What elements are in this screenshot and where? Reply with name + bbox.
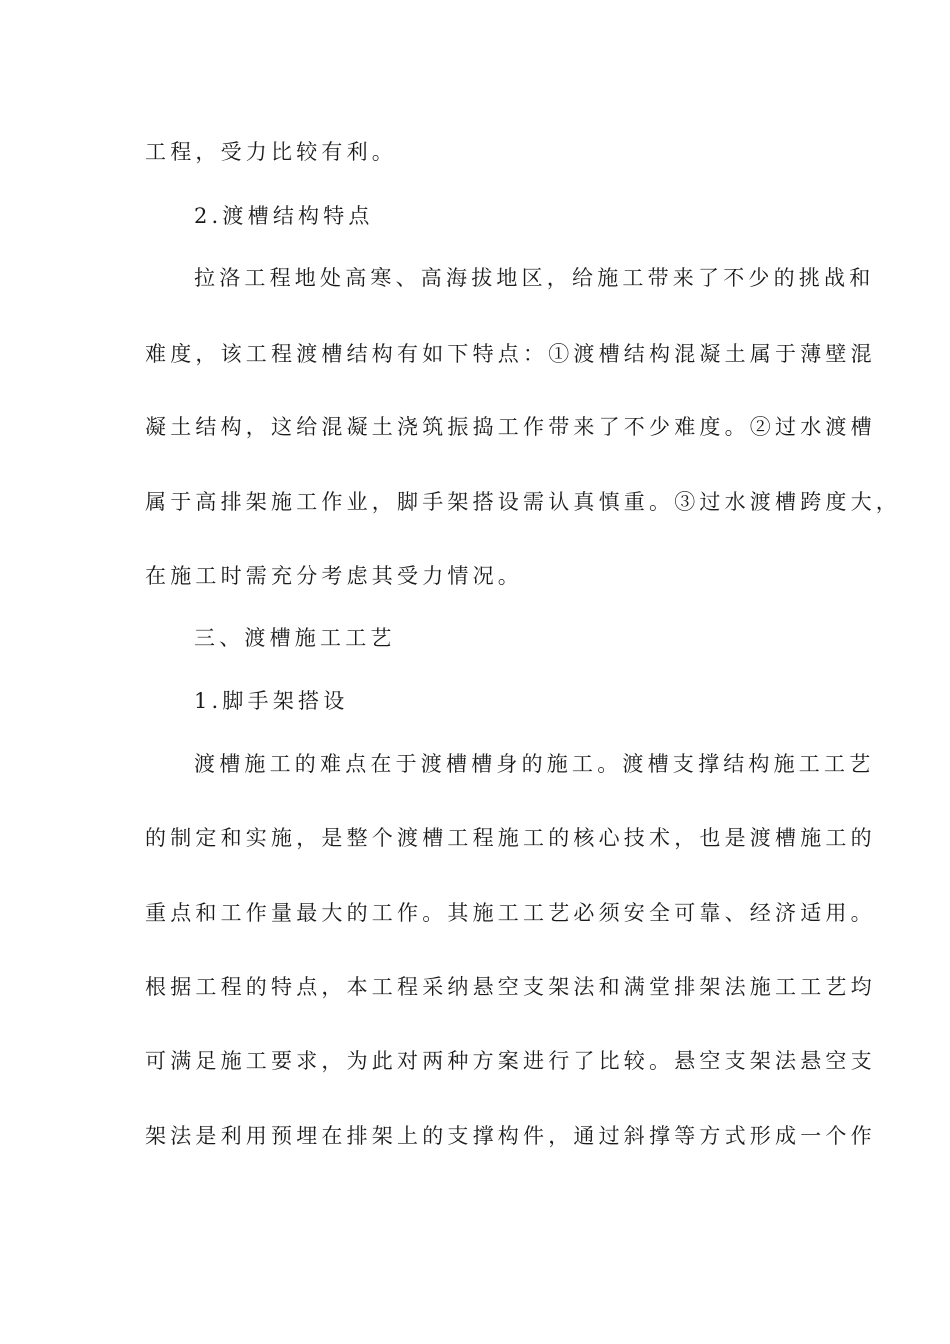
paragraph-line: 工程，受力比较有利。 [145, 140, 397, 164]
paragraph-line: 难度，该工程渡槽结构有如下特点：①渡槽结构混凝土属于薄壁混 [145, 342, 876, 366]
section-heading: 三、渡槽施工工艺 [194, 626, 396, 650]
paragraph-line: 架法是利用预埋在排架上的支撑构件，通过斜撑等方式形成一个作 [145, 1124, 876, 1148]
paragraph-line: 拉洛工程地处高寒、高海拔地区，给施工带来了不少的挑战和 [194, 266, 875, 290]
paragraph-line: 重点和工作量最大的工作。其施工工艺必须安全可靠、经济适用。 [145, 901, 876, 925]
subsection-heading: 1.脚手架搭设 [194, 689, 349, 713]
paragraph-line: 根据工程的特点，本工程采纳悬空支架法和满堂排架法施工工艺均 [145, 975, 876, 999]
paragraph-line: 的制定和实施，是整个渡槽工程施工的核心技术，也是渡槽施工的 [145, 826, 876, 850]
paragraph-line: 属于高排架施工作业，脚手架搭设需认真慎重。③过水渡槽跨度大， [145, 490, 901, 514]
paragraph-line: 凝土结构，这给混凝土浇筑振捣工作带来了不少难度。②过水渡槽 [145, 415, 876, 439]
paragraph-line: 在施工时需充分考虑其受力情况。 [145, 564, 523, 588]
subsection-heading: 2.渡槽结构特点 [194, 204, 374, 228]
paragraph-line: 可满足施工要求，为此对两种方案进行了比较。悬空支架法悬空支 [145, 1049, 876, 1073]
paragraph-line: 渡槽施工的难点在于渡槽槽身的施工。渡槽支撑结构施工工艺 [194, 752, 875, 776]
